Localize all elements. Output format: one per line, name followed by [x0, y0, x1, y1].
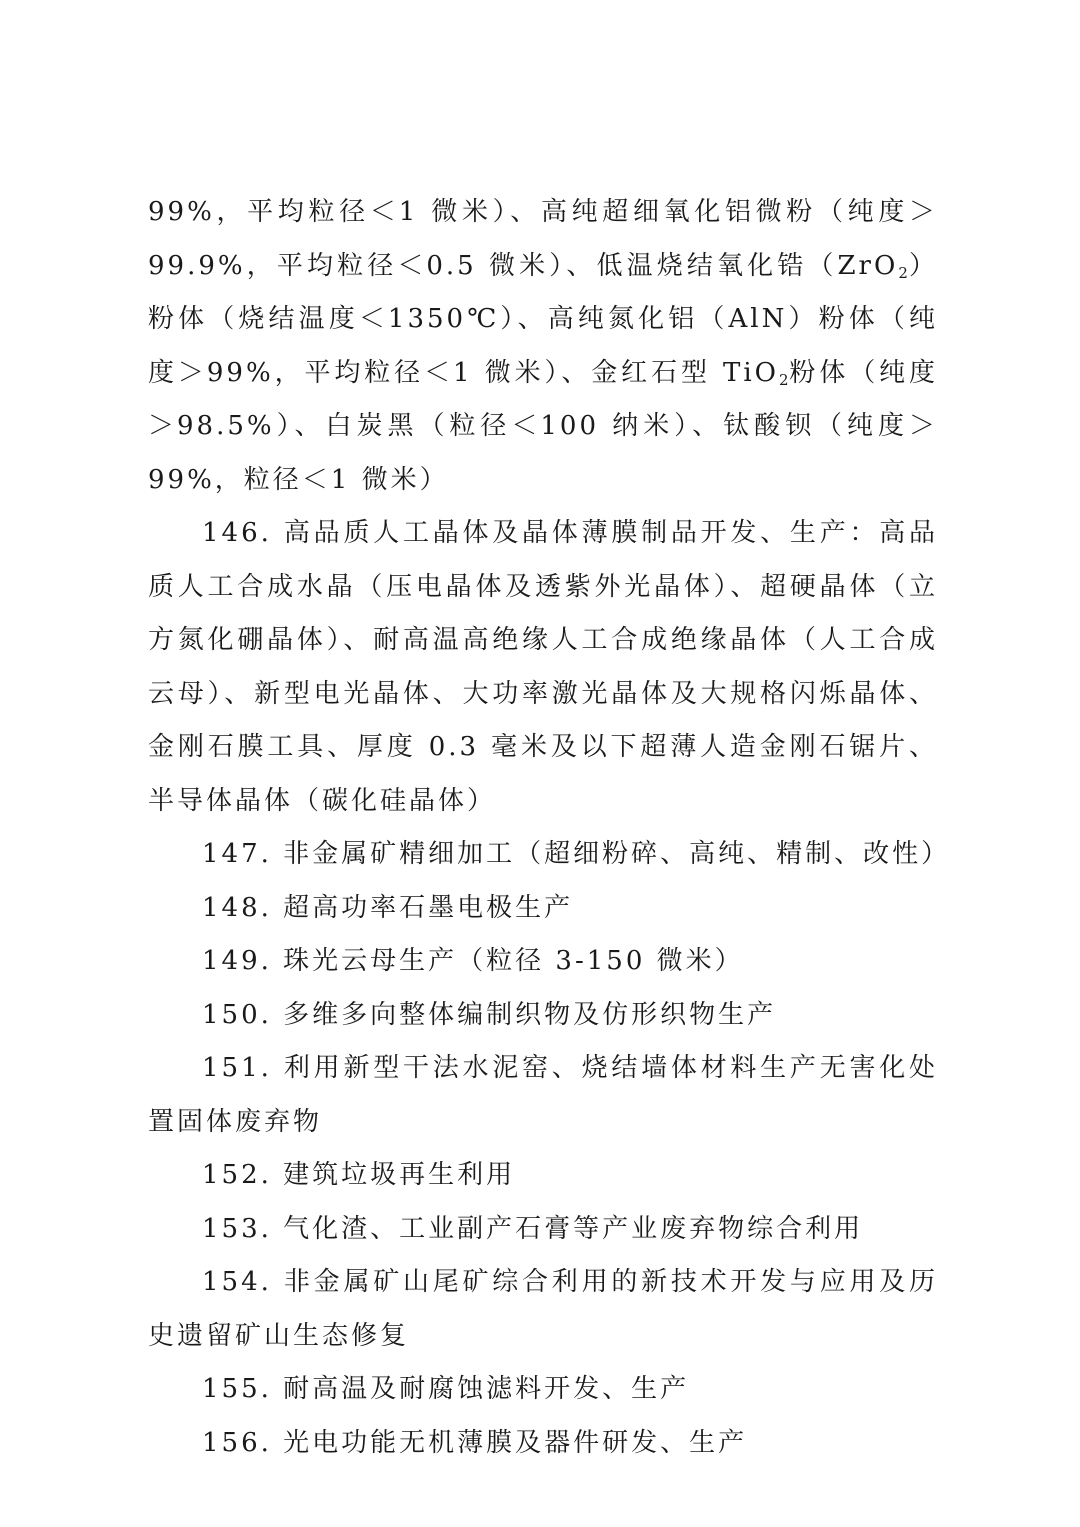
list-item-146: 146. 高品质人工晶体及晶体薄膜制品开发、生产：高品质人工合成水晶（压电晶体及透紫外光晶体）、超硬晶体（立方氮化硼晶体）、耐高温高绝缘人工合成绝缘晶体（人工合成云母）、新型电光晶体、大功率激光晶体及大规格闪烁晶体、金刚石膜工具、厚度 0.3 毫米及以下超薄人造金刚石锯片、半导体晶体（碳化硅晶体）: [148, 518, 938, 816]
list-item-150: 150. 多维多向整体编制织物及仿形织物生产: [202, 999, 777, 1030]
list-item-154: 154. 非金属矿山尾矿综合利用的新技术开发与应用及历史遗留矿山生态修复: [148, 1267, 938, 1351]
subscript-2: 2: [778, 370, 789, 389]
document-body: [148, 186, 951, 1470]
list-item-153: 153. 气化渣、工业副产石膏等产业废弃物综合利用: [202, 1213, 864, 1244]
continuation-text-part-2: ）粉体（烧结温度＜1350℃）、高纯氮化铝（AlN）粉体（纯度＞99%，平均粒径＜1 微米）、金红石型 TiO: [148, 250, 938, 388]
list-item-152: 152. 建筑垃圾再生利用: [202, 1160, 516, 1190]
continuation-text-part-3: 粉体（纯度＞98.5%）、白炭黑（粒径＜100 纳米）、钛酸钡（纯度＞99%，粒径＜1 微米）: [148, 357, 938, 495]
list-item-148: 148. 超高功率石墨电极生产: [202, 892, 574, 923]
list-item-155: 155. 耐高温及耐腐蚀滤料开发、生产: [202, 1374, 690, 1404]
list-item-147: 147. 非金属矿精细加工（超细粉碎、高纯、精制、改性）: [202, 839, 951, 869]
continuation-text-part-1: 99%，平均粒径＜1 微米）、高纯超细氧化铝微粉（纯度＞99.9%，平均粒径＜0.5 微米）、低温烧结氧化锆（ZrO: [148, 197, 938, 281]
subscript-2: 2: [898, 263, 908, 282]
list-item-156: 156. 光电功能无机薄膜及器件研发、生产: [202, 1427, 748, 1458]
continuation-paragraph: [148, 186, 938, 507]
list-item-149: 149. 珠光云母生产（粒径 3-150 微米）: [202, 946, 744, 976]
list-item-151: 151. 利用新型干法水泥窑、烧结墙体材料生产无害化处置固体废弃物: [148, 1053, 938, 1137]
